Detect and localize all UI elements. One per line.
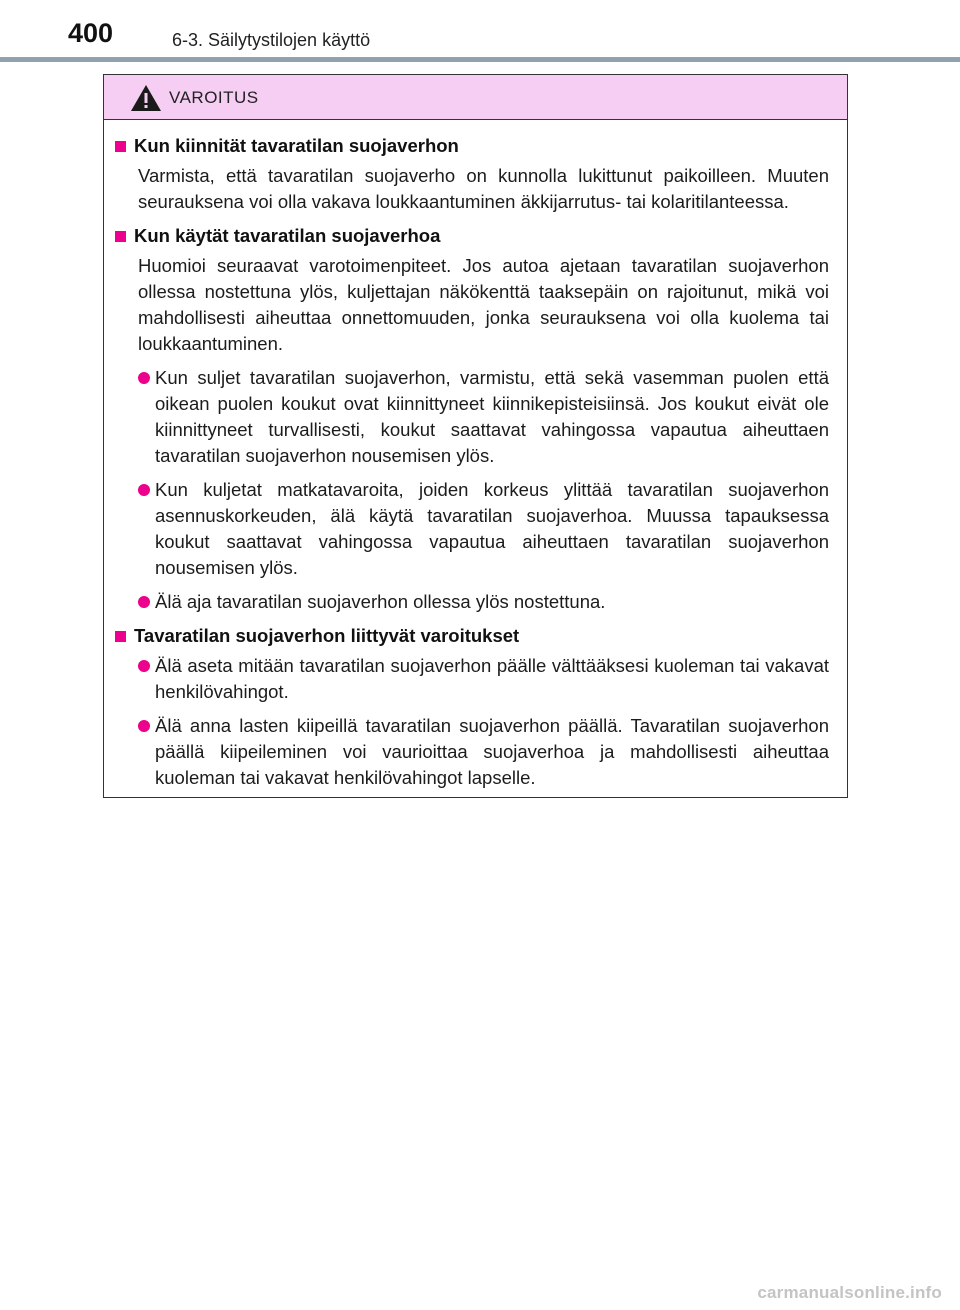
square-bullet-icon xyxy=(115,631,126,642)
bullet-text: Kun suljet tavaratilan suojaverhon, varmistu, että sekä vasemman puolen että oikean puolen koukut ovat kiinnittyneet kiinnikepisteisiinsä. Jos koukut eivät ole kiinnittyneet turvallisesti, koukut saattavat vahingossa vapautua aiheuttaen tavaratilan suojaverhon nousemisen ylös. xyxy=(155,367,829,466)
section-paragraph: Huomioi seuraavat varotoimenpiteet. Jos autoa ajetaan tavaratilan suojaverhon ollessa nostettuna ylös, kuljettajan näkökenttä taaksepäin on rajoitunut, mikä voi mahdollisesti aiheuttaa onnettomuuden, jonka seurauksena voi olla kuolema tai loukkaantuminen. xyxy=(138,255,829,354)
round-bullet-icon xyxy=(138,484,150,496)
warning-section xyxy=(112,133,829,215)
bullet-text: Älä anna lasten kiipeillä tavaratilan suojaverhon päällä. Tavaratilan suojaverhon päällä kiipeileminen voi vaurioittaa suojaverhoa ja mahdollisesti aiheuttaa kuoleman tai vakavat henkilövahingot lapselle. xyxy=(155,715,829,788)
bullet-item xyxy=(138,713,829,791)
round-bullet-icon xyxy=(138,596,150,608)
warning-title: VAROITUS xyxy=(169,88,259,107)
section-title: 6-3. Säilytystilojen käyttö xyxy=(172,30,371,50)
bullet-text: Älä aseta mitään tavaratilan suojaverhon päälle välttääksesi kuoleman tai vakavat henkilövahingot. xyxy=(155,655,829,702)
section-heading xyxy=(112,223,829,249)
watermark: carmanualsonline.info xyxy=(757,1283,942,1302)
square-bullet-icon xyxy=(115,231,126,242)
warning-header xyxy=(104,75,847,120)
bullet-item xyxy=(138,477,829,581)
warning-box xyxy=(103,74,848,798)
bullet-text: Kun kuljetat matkatavaroita, joiden korkeus ylittää tavaratilan suojaverhon asennuskorkeuden, älä käytä tavaratilan suojaverhoa. Muussa tapauksessa koukut saattavat vahingossa vapautua aiheuttaen tavaratilan suojaverhon nousemisen ylös. xyxy=(155,479,829,578)
bullet-item xyxy=(138,653,829,705)
section-heading-text: Kun kiinnität tavaratilan suojaverhon xyxy=(134,135,459,156)
warning-body xyxy=(104,120,847,791)
square-bullet-icon xyxy=(115,141,126,152)
bullet-item xyxy=(138,589,829,615)
section-paragraph: Varmista, että tavaratilan suojaverho on kunnolla lukittunut paikoilleen. Muuten seurauksena voi olla vakava loukkaantuminen äkkijarrutus- tai kolaritilanteessa. xyxy=(138,165,829,212)
section-heading-text: Kun käytät tavaratilan suojaverhoa xyxy=(134,225,441,246)
round-bullet-icon xyxy=(138,720,150,732)
bullet-text: Älä aja tavaratilan suojaverhon ollessa ylös nostettuna. xyxy=(155,591,606,612)
header-rule xyxy=(0,57,960,62)
round-bullet-icon xyxy=(138,660,150,672)
bullet-item xyxy=(138,365,829,469)
section-heading xyxy=(112,133,829,159)
section-heading xyxy=(112,623,829,649)
warning-section xyxy=(112,623,829,791)
warning-section xyxy=(112,223,829,615)
warning-triangle-icon xyxy=(130,84,162,112)
round-bullet-icon xyxy=(138,372,150,384)
section-heading-text: Tavaratilan suojaverhon liittyvät varoitukset xyxy=(134,625,520,646)
page-number: 400 xyxy=(68,18,114,48)
